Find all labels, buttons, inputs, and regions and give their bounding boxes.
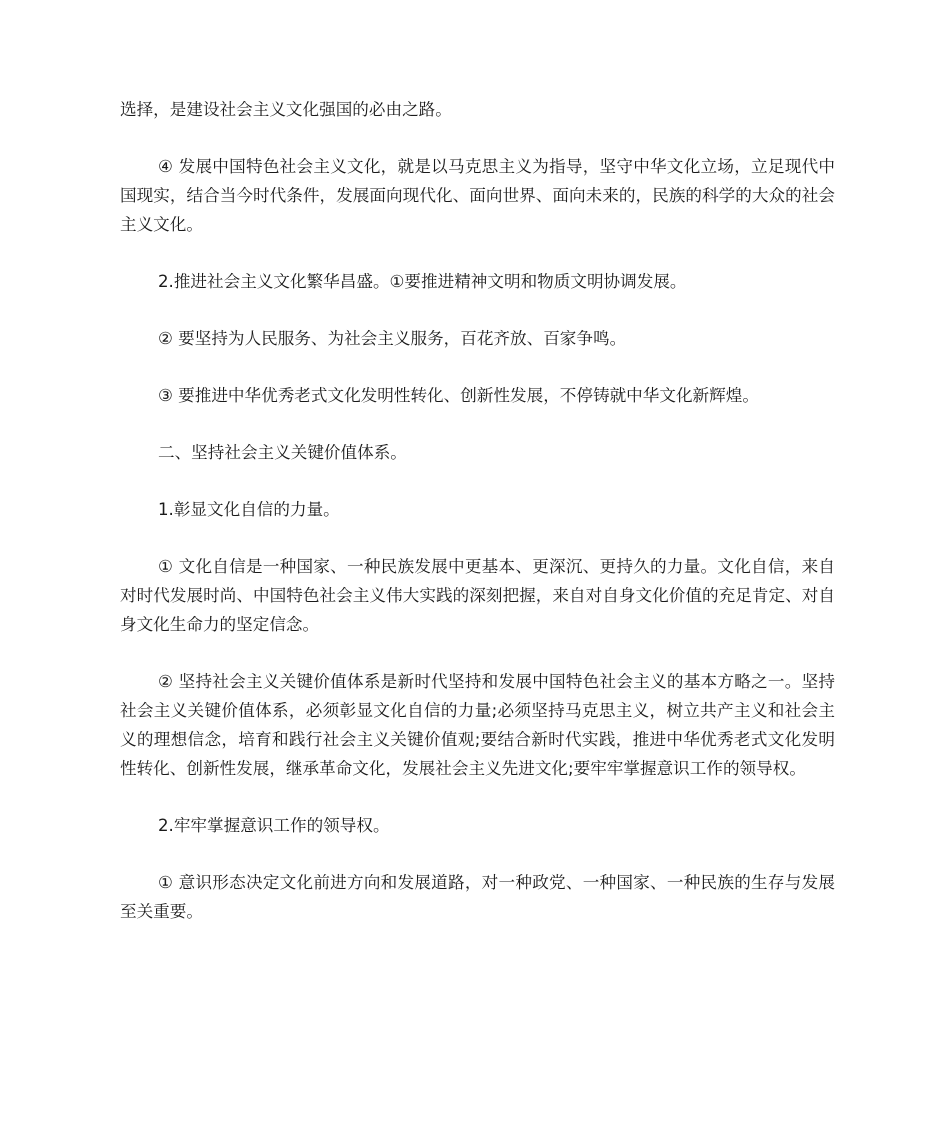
paragraph-ideology-1: ① 意识形态决定文化前进方向和发展道路，对一种政党、一种国家、一种民族的生存与发展至关重要。 <box>120 873 835 921</box>
document-body <box>120 95 835 954</box>
paragraph-item-3: ③ 要推进中华优秀老式文化发明性转化、创新性发展，不停铸就中华文化新辉煌。 <box>158 386 759 405</box>
subsection-heading-2: 2.牢牢掌握意识工作的领导权。 <box>158 816 390 835</box>
paragraph-confidence-1: ① 文化自信是一种国家、一种民族发展中更基本、更深沉、更持久的力量。文化自信，来自对时代发展时尚、中国特色社会主义伟大实践的深刻把握，来自对自身文化价值的充足肯定、对自身文化生命力的坚定信念。 <box>120 557 835 634</box>
paragraph-continuation: 选择，是建设社会主义文化强国的必由之路。 <box>120 100 452 119</box>
paragraph-confidence-2: ② 坚持社会主义关键价值体系是新时代坚持和发展中国特色社会主义的基本方略之一。坚持社会主义关键价值体系，必须彰显文化自信的力量;必须坚持马克思主义，树立共产主义和社会主义的理想信念，培育和践行社会主义关键价值观;要结合新时代实践，推进中华优秀老式文化发明性转化、创新性发展，继承革命文化，发展社会主义先进文化;要牢牢掌握意识工作的领导权。 <box>120 672 835 778</box>
paragraph-item-2: ② 要坚持为人民服务、为社会主义服务，百花齐放、百家争鸣。 <box>158 329 627 348</box>
section-heading-2: 二、坚持社会主义关键价值体系。 <box>158 443 407 462</box>
paragraph-section-2: 2.推进社会主义文化繁华昌盛。①要推进精神文明和物质文明协调发展。 <box>158 272 687 291</box>
paragraph-item-4: ④ 发展中国特色社会主义文化，就是以马克思主义为指导，坚守中华文化立场，立足现代中国现实，结合当今时代条件，发展面向现代化、面向世界、面向未来的，民族的科学的大众的社会主义文化。 <box>120 157 835 234</box>
subsection-heading-1: 1.彰显文化自信的力量。 <box>158 500 340 519</box>
